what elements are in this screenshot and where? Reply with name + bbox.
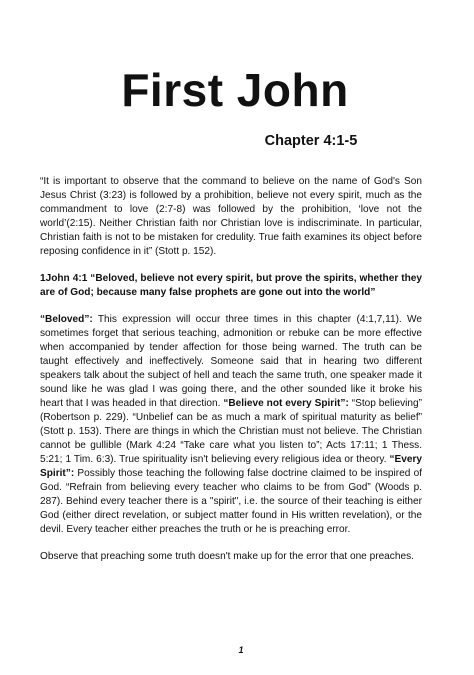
document-page bbox=[0, 62, 474, 675]
commentary-text-3: Possibly those teaching the following false doctrine claimed to be inspired of God. “Refrain from believing every teacher who claims to be from God” (Woods p. 287). Behind every teacher there is a "spirit", i.e. the source of their teaching is either God (either direct revelation, or subject matter found in His written revelation), or the devil. Every teacher either preaches the truth or he is preaching error. bbox=[40, 468, 422, 535]
term-believe-not: “Believe not every Spirit”: bbox=[223, 398, 349, 409]
document-title: First John bbox=[121, 64, 349, 116]
commentary-text-1: This expression will occur three times in this chapter (4:1,7,11). We sometimes forget that serious teaching, admonition or rebuke can be more effective when accompanied by tender affection for those being warned. The truth can be taught effectively and ineffectively. Someone said that in hearing two different speakers talk about the subject of hell and teach the same truth, one speaker made it sound like he was glad I was going there, and the other sounded like it broke his heart that I was headed in that direction. bbox=[40, 314, 422, 409]
term-beloved: “Beloved”: bbox=[40, 314, 93, 325]
commentary-paragraph bbox=[40, 313, 422, 537]
intro-quote: “It is important to observe that the command to believe on the name of God's Son Jesus Christ (3:23) is followed by a prohibition, believe not every spirit, much as the commandment to love (2:7-8) was followed by the prohibition, ‘love not the world’(2:15). Neither Christian faith nor Christian love is indiscriminate. In particular, Christian faith is not to be mistaken for credulity. True faith examines its object before reposing confidence in it” (Stott p. 152). bbox=[40, 176, 422, 257]
chapter-heading: Chapter 4:1-5 bbox=[264, 133, 358, 149]
term-every-spirit: “Every Spirit”: bbox=[40, 454, 422, 479]
verse-heading: 1John 4:1 “Beloved, believe not every spirit, but prove the spirits, whether they are of God; because many false prophets are gone out into the world” bbox=[40, 273, 422, 298]
commentary-text-2: “Stop believing” (Robertson p. 229). “Unbelief can be as much a mark of spiritual maturity as belief” (Stott p. 153). There are things in which the Christian must not believe. The Christian cannot be gullible (Mark 4:24 “Take care what you listen to”; Acts 17:11; 1 Thess. 5:21; 1 Tim. 6:3). True spirituality isn't believing every religious idea or theory. bbox=[40, 398, 422, 465]
closing-paragraph: Observe that preaching some truth doesn't make up for the error that one preaches. bbox=[40, 551, 414, 562]
page-number: 1 bbox=[238, 645, 244, 655]
